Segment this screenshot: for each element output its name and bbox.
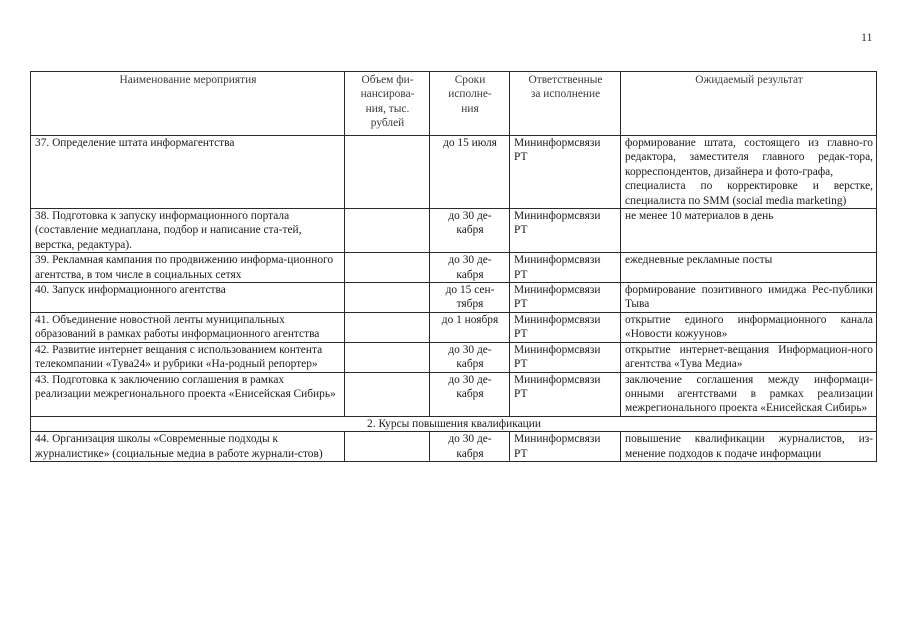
cell-deadline: до 30 де- кабря xyxy=(430,209,510,253)
cell-responsible: Мининформсвязи РТ xyxy=(510,372,621,416)
cell-funding xyxy=(345,283,430,313)
page-number: 11 xyxy=(861,30,873,44)
cell-funding xyxy=(345,342,430,372)
table-row xyxy=(31,136,877,209)
events-table xyxy=(30,71,877,462)
cell-result: открытие единого информационного канала «Новости кожуунов» xyxy=(621,312,877,342)
cell-responsible: Мининформсвязи РТ xyxy=(510,342,621,372)
cell-name: 40. Запуск информационного агентства xyxy=(31,283,345,313)
cell-result: ежедневные рекламные посты xyxy=(621,253,877,283)
table-row xyxy=(31,209,877,253)
cell-deadline: до 15 июля xyxy=(430,136,510,209)
cell-funding xyxy=(345,253,430,283)
cell-deadline: до 30 де- кабря xyxy=(430,342,510,372)
cell-result: повышение квалификации журналистов, из-менение подходов к подаче информации xyxy=(621,432,877,462)
cell-funding xyxy=(345,136,430,209)
table-row xyxy=(31,372,877,416)
section-heading: 2. Курсы повышения квалификации xyxy=(31,416,877,431)
cell-funding xyxy=(345,432,430,462)
cell-responsible: Мининформсвязи РТ xyxy=(510,209,621,253)
cell-responsible: Мининформсвязи РТ xyxy=(510,283,621,313)
header-name: Наименование мероприятия xyxy=(31,72,345,136)
table-row xyxy=(31,253,877,283)
cell-name: 43. Подготовка к заключению соглашения в рамках реализации межрегионального проекта «Енисейская Сибирь» xyxy=(31,372,345,416)
cell-name: 38. Подготовка к запуску информационного портала (составление медиаплана, подбор и написание ста-тей, верстка, редактура). xyxy=(31,209,345,253)
cell-funding xyxy=(345,312,430,342)
header-result: Ожидаемый результат xyxy=(621,72,877,136)
cell-responsible: Мининформсвязи РТ xyxy=(510,253,621,283)
table-row xyxy=(31,432,877,462)
cell-result: не менее 10 материалов в день xyxy=(621,209,877,253)
cell-name: 37. Определение штата информагентства xyxy=(31,136,345,209)
table-header-row xyxy=(31,72,877,136)
cell-responsible: Мининформсвязи РТ xyxy=(510,312,621,342)
cell-responsible: Мининформсвязи РТ xyxy=(510,136,621,209)
cell-result: формирование позитивного имиджа Рес-публики Тыва xyxy=(621,283,877,313)
header-deadline: Сроки исполне- ния xyxy=(430,72,510,136)
cell-funding xyxy=(345,209,430,253)
cell-deadline: до 30 де- кабря xyxy=(430,372,510,416)
cell-deadline: до 1 ноября xyxy=(430,312,510,342)
cell-responsible: Мининформсвязи РТ xyxy=(510,432,621,462)
cell-deadline: до 30 де- кабря xyxy=(430,432,510,462)
cell-name: 41. Объединение новостной ленты муниципальных образований в рамках работы информационного агентства xyxy=(31,312,345,342)
cell-name: 42. Развитие интернет вещания с использованием контента телекомпании «Тува24» и рубрики «На-родный репортер» xyxy=(31,342,345,372)
table-row xyxy=(31,283,877,313)
cell-deadline: до 30 де- кабря xyxy=(430,253,510,283)
header-responsible: Ответственные за исполнение xyxy=(510,72,621,136)
cell-result: заключение соглашения между информаци-онными агентствами в рамках реализации межрегионального проекта «Енисейская Сибирь» xyxy=(621,372,877,416)
cell-name: 44. Организация школы «Современные подходы к журналистике» (социальные медиа в работе журнали-стов) xyxy=(31,432,345,462)
header-funding: Объем фи- нансирова- ния, тыс. рублей xyxy=(345,72,430,136)
cell-name: 39. Рекламная кампания по продвижению информа-ционного агентства, в том числе в социальных сетях xyxy=(31,253,345,283)
table-row xyxy=(31,312,877,342)
table-row xyxy=(31,342,877,372)
cell-result: формирование штата, состоящего из главно-го редактора, заместителя главного редак-тора, корреспондентов, дизайнера и фото-графа, специалиста по корректировке и верстке, специалиста по SMM (social media marketing) xyxy=(621,136,877,209)
cell-deadline: до 15 сен- тября xyxy=(430,283,510,313)
cell-result: открытие интернет-вещания Информацион-ного агентства «Тува Медиа» xyxy=(621,342,877,372)
section-row xyxy=(31,416,877,431)
cell-funding xyxy=(345,372,430,416)
